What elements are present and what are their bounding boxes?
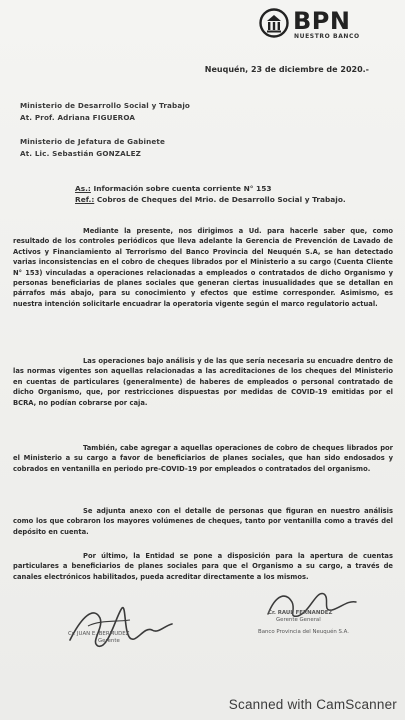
logo-wordmark: BPN <box>293 7 351 35</box>
body-paragraph-4: Se adjunta anexo con el detalle de personas que figuran en nuestro análisis como los que cobraron los mayores volúmenes de cheques, tanto por ventanilla como a través del depósito en cuenta. <box>13 507 393 536</box>
bpn-logo <box>259 8 381 42</box>
right-signature-title: Gerente General <box>276 617 321 623</box>
addressee-2-line2: At. Lic. Sebastián GONZALEZ <box>20 149 142 158</box>
right-signature-institution: Banco Provincia del Neuquén S.A. <box>258 629 349 635</box>
addressee-2-line1: Ministerio de Jefatura de Gabinete <box>20 137 166 146</box>
subject-text: Información sobre cuenta corriente N° 153 <box>90 184 272 193</box>
scanner-watermark: Scanned with CamScanner <box>228 697 397 712</box>
body-paragraph-5: Por último, la Entidad se pone a disposición para la apertura de cuentas particulares a beneficiarios de planes sociales para que el Organismo a su cargo, a través de canales electrónicos habilitados, pueda acreditar directamente a los mismos. <box>13 552 393 581</box>
addressee-1-line1: Ministerio de Desarrollo Social y Trabajo <box>20 101 191 110</box>
subject-line <box>75 184 272 194</box>
logo-subtitle: NUESTRO BANCO <box>294 33 360 40</box>
bpn-logo-mark-icon <box>259 8 289 38</box>
addressee-1-line2: At. Prof. Adriana FIGUEROA <box>20 113 136 122</box>
right-signature-name: Cr. RAUL FERNANDEZ <box>268 610 333 616</box>
reference-label: Ref.: <box>75 195 95 204</box>
subject-label: As.: <box>75 184 91 193</box>
date-line: Neuquén, 23 de diciembre de 2020.- <box>204 65 369 74</box>
left-signature-name: Cr. JUAN E. BERMUDEZ <box>68 631 130 637</box>
reference-text: Cobros de Cheques del Mrio. de Desarrollo Social y Trabajo. <box>94 195 346 204</box>
left-signature-title: Gerente <box>98 638 120 644</box>
reference-line <box>75 195 346 205</box>
left-handwritten-signature <box>60 596 180 656</box>
body-paragraph-1: Mediante la presente, nos dirigimos a Ud. para hacerle saber que, como resultado de los controles periódicos que lleva adelante la Gerencia de Prevención de Lavado de Activos y Financiamiento al Terrorismo del Banco Provincia del Neuquén S.A, se han detectado varias inconsistencias en el cobro de cheques librados por el Ministerio a su cargo (Cuenta Cliente N° 153) vinculadas a operaciones relacionadas a empleados o contratados de dicho Organismo y personas beneficiarias de planes sociales que generan ciertas inusualidades que se detallan en párrafos más abajo, para su conocimiento y efectos que estime corresponder. Asimismo, es nuestra intención solicitarle encuadrar la operatoria vigente según el marco regulatorio actual. <box>13 227 393 308</box>
body-paragraph-2: Las operaciones bajo análisis y de las que sería necesaria su encuadre dentro de las normas vigentes son aquellas relacionadas a las acreditaciones de los cheques del Ministerio en cuentas de particulares (generalmente) de haberes de empleados o personal contratado de dicho Organismo, que, por restricciones dispuestas por medidas de COVID-19 emitidas por el BCRA, no podían cobrarse por caja. <box>13 357 393 407</box>
body-paragraph-3: También, cabe agregar a aquellas operaciones de cobro de cheques librados por el Ministerio a su cargo a favor de beneficiarios de planes sociales, que han sido endosados y cobrados en ventanilla en periodo pre-COVID-19 por empleados o contratados del organismo. <box>13 444 393 473</box>
